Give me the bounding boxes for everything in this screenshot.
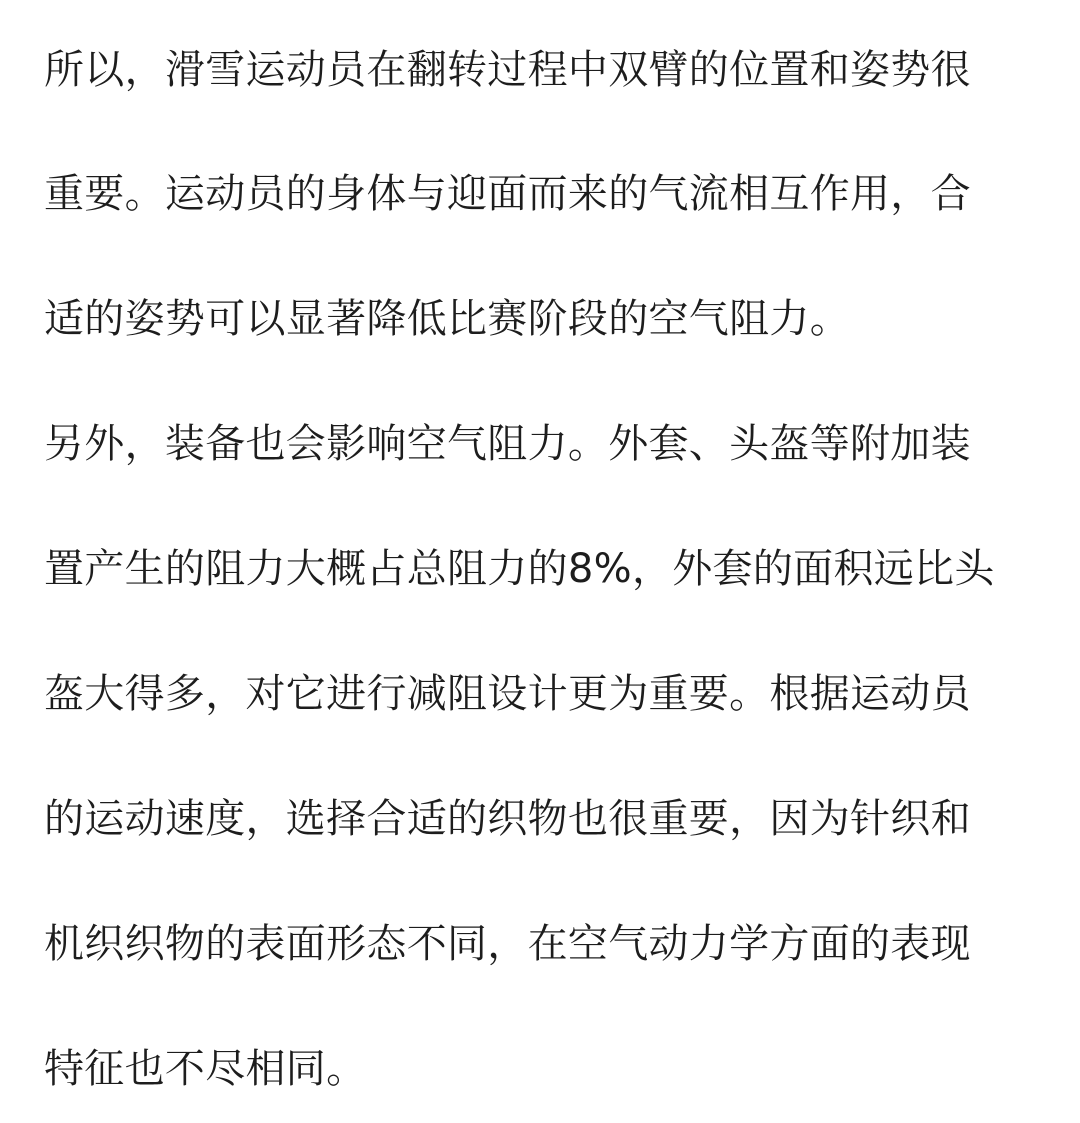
text-line: 重要。运动员的身体与迎面而来的气流相互作用，合 xyxy=(44,171,971,217)
text-line: 的运动速度，选择合适的织物也很重要，因为针织和 xyxy=(44,796,971,842)
text-line: 机织织物的表面形态不同，在空气动力学方面的表现 xyxy=(44,921,971,967)
text-line: 特征也不尽相同。 xyxy=(44,1046,367,1092)
text-line: 适的姿势可以显著降低比赛阶段的空气阻力。 xyxy=(44,296,850,342)
text-line: 置产生的阻力大概占总阻力的8%，外套的面积远比头 xyxy=(44,546,995,592)
text-line: 另外，装备也会影响空气阻力。外套、头盔等附加装 xyxy=(44,421,971,467)
text-line: 所以，滑雪运动员在翻转过程中双臂的位置和姿势很 xyxy=(44,47,971,93)
text-line: 盔大得多，对它进行减阻设计更为重要。根据运动员 xyxy=(44,671,971,717)
